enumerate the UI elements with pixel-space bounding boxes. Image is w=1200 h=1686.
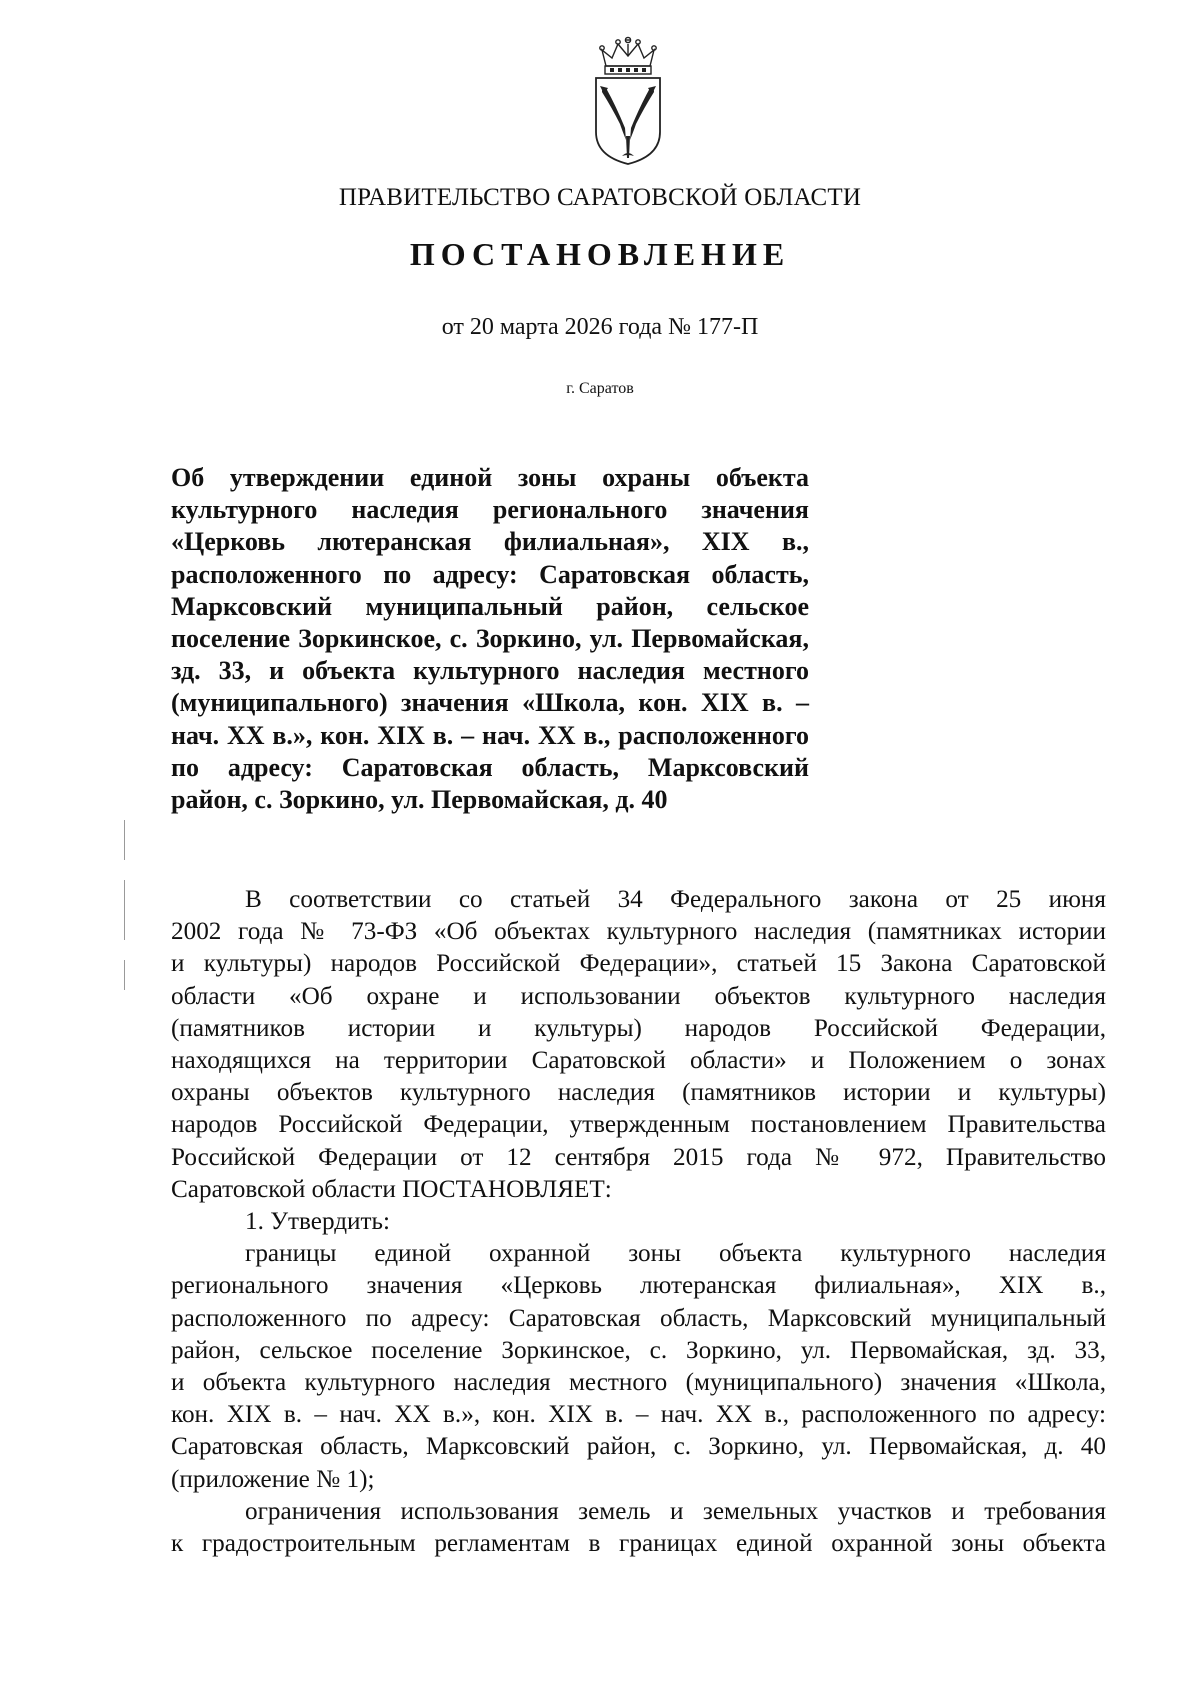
body-line: 1. Утвердить:	[245, 1208, 391, 1236]
body-line: Саратовская область, Марксовский район, с. Зоркино, ул. Первомайская, д. 40	[171, 1433, 1106, 1461]
document-title	[171, 462, 809, 816]
title-line: зд. 33, и объекта культурного наследия местного	[171, 656, 809, 686]
title-line: нач. XX в.», кон. XIX в. – нач. XX в., расположенного	[171, 720, 809, 750]
title-line: «Церковь лютеранская филиальная», XIX в.,	[171, 527, 809, 557]
scan-artifact	[124, 960, 125, 990]
body-line: и культуры) народов Российской Федерации», статьей 15 Закона Саратовской	[171, 950, 1106, 978]
government-name: ПРАВИТЕЛЬСТВО САРАТОВСКОЙ ОБЛАСТИ	[338, 184, 862, 211]
body-line: регионального значения «Церковь лютеранская филиальная», XIX в.,	[171, 1272, 1106, 1300]
body-line: кон. XIX в. – нач. XX в.», кон. XIX в. – нач. XX в., расположенного по адресу:	[171, 1401, 1106, 1429]
body-line: народов Российской Федерации, утвержденным постановлением Правительства	[171, 1111, 1106, 1139]
body-line: границы единой охранной зоны объекта культурного наследия	[245, 1240, 1106, 1268]
document-city: г. Саратов	[566, 380, 634, 397]
title-line: (муниципального) значения «Школа, кон. XIX в. –	[171, 688, 809, 718]
body-line: (памятников истории и культуры) народов Российской Федерации,	[171, 1014, 1106, 1042]
title-line: Марксовский муниципальный район, сельское	[171, 591, 809, 621]
body-line: находящихся на территории Саратовской области» и Положением о зонах	[171, 1047, 1106, 1075]
body-line: расположенного по адресу: Саратовская область, Марксовский муниципальный	[171, 1304, 1106, 1332]
body-line: (приложение № 1);	[171, 1465, 375, 1493]
body-line: Саратовской области ПОСТАНОВЛЯЕТ:	[171, 1175, 612, 1203]
body-line: ограничения использования земель и земельных участков и требования	[245, 1497, 1106, 1525]
body-line: и объекта культурного наследия местного (муниципального) значения «Школа,	[171, 1369, 1106, 1397]
title-line: по адресу: Саратовская область, Марксовский	[171, 752, 809, 782]
body-line: к градостроительным регламентам в границах единой охранной зоны объекта	[171, 1530, 1106, 1558]
title-line: Об утверждении единой зоны охраны объекта	[171, 463, 809, 492]
body-line: охраны объектов культурного наследия (памятников истории и культуры)	[171, 1079, 1106, 1107]
body-line: области «Об охране и использовании объектов культурного наследия	[171, 982, 1106, 1010]
scan-artifact	[124, 880, 125, 940]
document-type: ПОСТАНОВЛЕНИЕ	[409, 236, 791, 272]
body-line: 2002 года № 73-ФЗ «Об объектах культурного наследия (памятниках истории	[171, 918, 1106, 946]
body-line: Российской Федерации от 12 сентября 2015 года № 972, Правительство	[171, 1143, 1106, 1171]
title-line: расположенного по адресу: Саратовская область,	[171, 559, 809, 589]
document-body	[171, 884, 1106, 1560]
scan-artifact	[124, 820, 125, 860]
title-line: поселение Зоркинское, с. Зоркино, ул. Первомайская,	[171, 624, 809, 654]
title-line: культурного наследия регионального значения	[171, 495, 809, 525]
saratov-coat-of-arms-icon	[582, 36, 674, 166]
title-line: район, с. Зоркино, ул. Первомайская, д. 40	[171, 785, 668, 815]
body-line: район, сельское поселение Зоркинское, с. Зоркино, ул. Первомайская, зд. 33,	[171, 1336, 1106, 1364]
body-line: В соответствии со статьей 34 Федерального закона от 25 июня	[245, 886, 1106, 913]
document-date-number: от 20 марта 2026 года № 177-П	[441, 314, 759, 340]
